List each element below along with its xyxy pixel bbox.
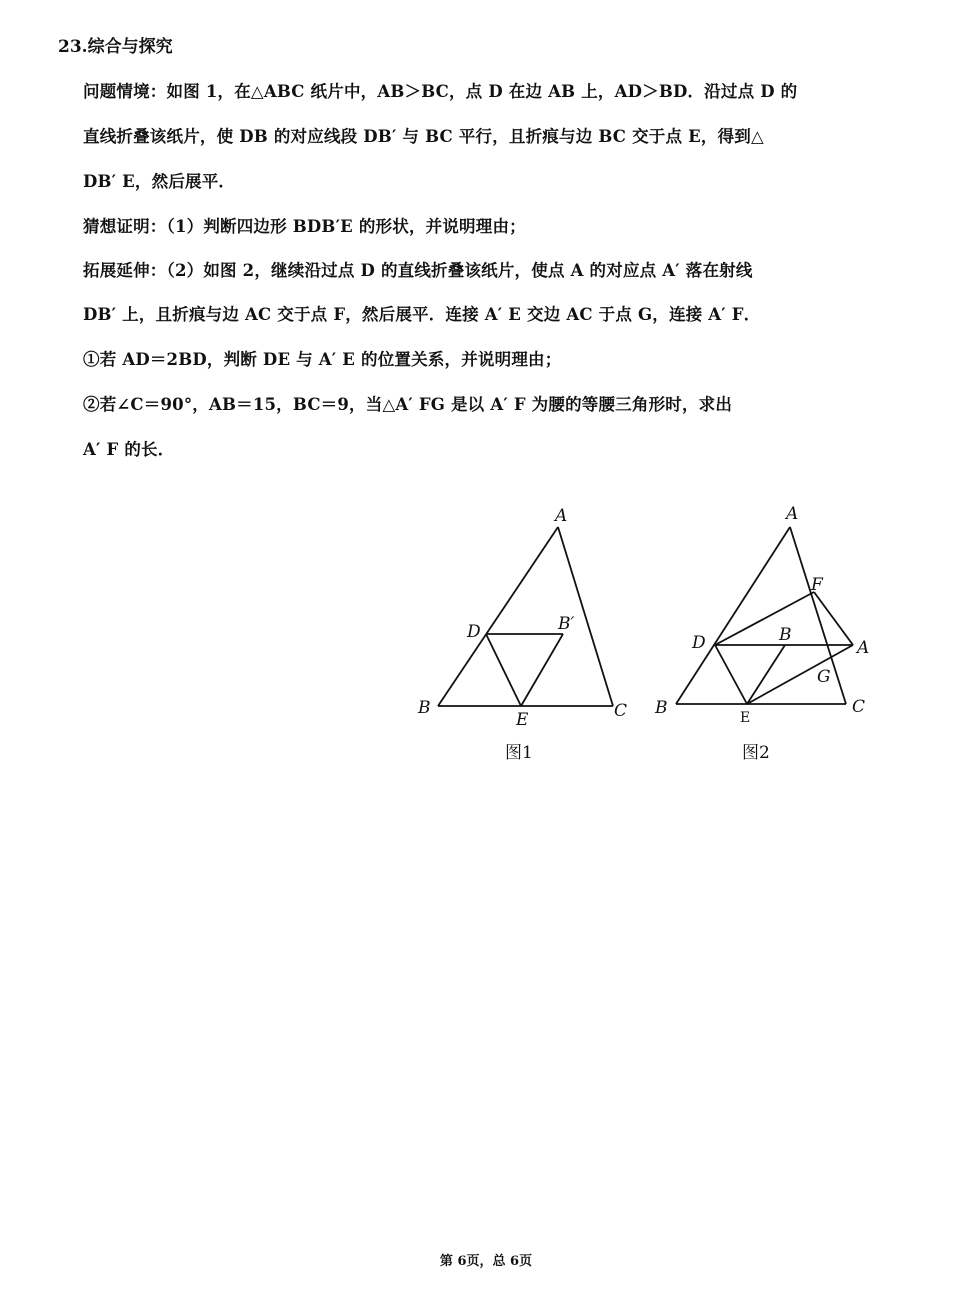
fig1-label-d: D <box>467 622 481 642</box>
page-footer: 第 6页，总 6页 <box>439 1254 533 1269</box>
fig2-label-b: B <box>655 698 668 718</box>
problem-line-2: 直线折叠该纸片，使 DB 的对应线段 DB′ 与 BC 平行，且折痕与边 BC 交于点 E，得到△ <box>83 127 764 146</box>
figure-1-diagram <box>400 495 640 735</box>
problem-line-6: DB′ 上，且折痕与边 AC 交于点 F，然后展平．连接 A′ E 交边 AC 于点 G，连接 A′ F． <box>83 305 761 324</box>
problem-line-9: A′ F 的长． <box>83 440 175 459</box>
fig2-label-e: E <box>740 710 751 726</box>
problem-line-7: ①若 AD＝2BD，判断 DE 与 A′ E 的位置关系，并说明理由； <box>83 350 562 369</box>
fig2-label-g: G <box>817 667 831 687</box>
problem-line-3: DB′ E，然后展平． <box>83 172 236 191</box>
fig1-side-ab <box>438 527 558 706</box>
fig2-label-a: A <box>786 504 799 524</box>
fig2-segment-de <box>715 645 747 704</box>
problem-title: 23.综合与探究 <box>58 37 173 57</box>
fig2-segment-df <box>715 592 814 645</box>
fig1-label-b: B <box>418 698 431 718</box>
fig1-label-e: E <box>516 710 529 730</box>
fig1-label-a: A <box>555 506 568 526</box>
fig2-segment-b1e <box>747 645 785 704</box>
fig1-segment-b1e <box>521 634 563 706</box>
figure-2-caption: 图2 <box>742 743 770 763</box>
fig1-label-b1: B′ <box>558 614 575 634</box>
problem-line-1: 问题情境：如图 1，在△ABC 纸片中，AB＞BC，点 D 在边 AB 上，AD＞BD．沿过点 D 的 <box>83 82 798 101</box>
fig1-segment-de <box>486 634 521 706</box>
fig2-label-b1: B <box>779 625 792 645</box>
fig2-label-a1: A <box>857 638 870 658</box>
figure-2-diagram <box>650 495 880 735</box>
figure-1-caption: 图1 <box>505 743 533 763</box>
fig2-label-c: C <box>852 697 866 717</box>
fig1-label-c: C <box>614 701 628 721</box>
problem-line-5: 拓展延伸：（2）如图 2，继续沿过点 D 的直线折叠该纸片，使点 A 的对应点 A′ 落在射线 <box>83 261 753 280</box>
fig2-label-d: D <box>692 633 706 653</box>
problem-line-4: 猜想证明：（1）判断四边形 BDB′E 的形状，并说明理由； <box>83 217 526 236</box>
problem-line-8: ②若∠C＝90°，AB＝15，BC＝9，当△A′ FG 是以 A′ F 为腰的等腰三角形时，求出 <box>83 395 733 414</box>
fig2-label-f: F <box>811 575 823 595</box>
